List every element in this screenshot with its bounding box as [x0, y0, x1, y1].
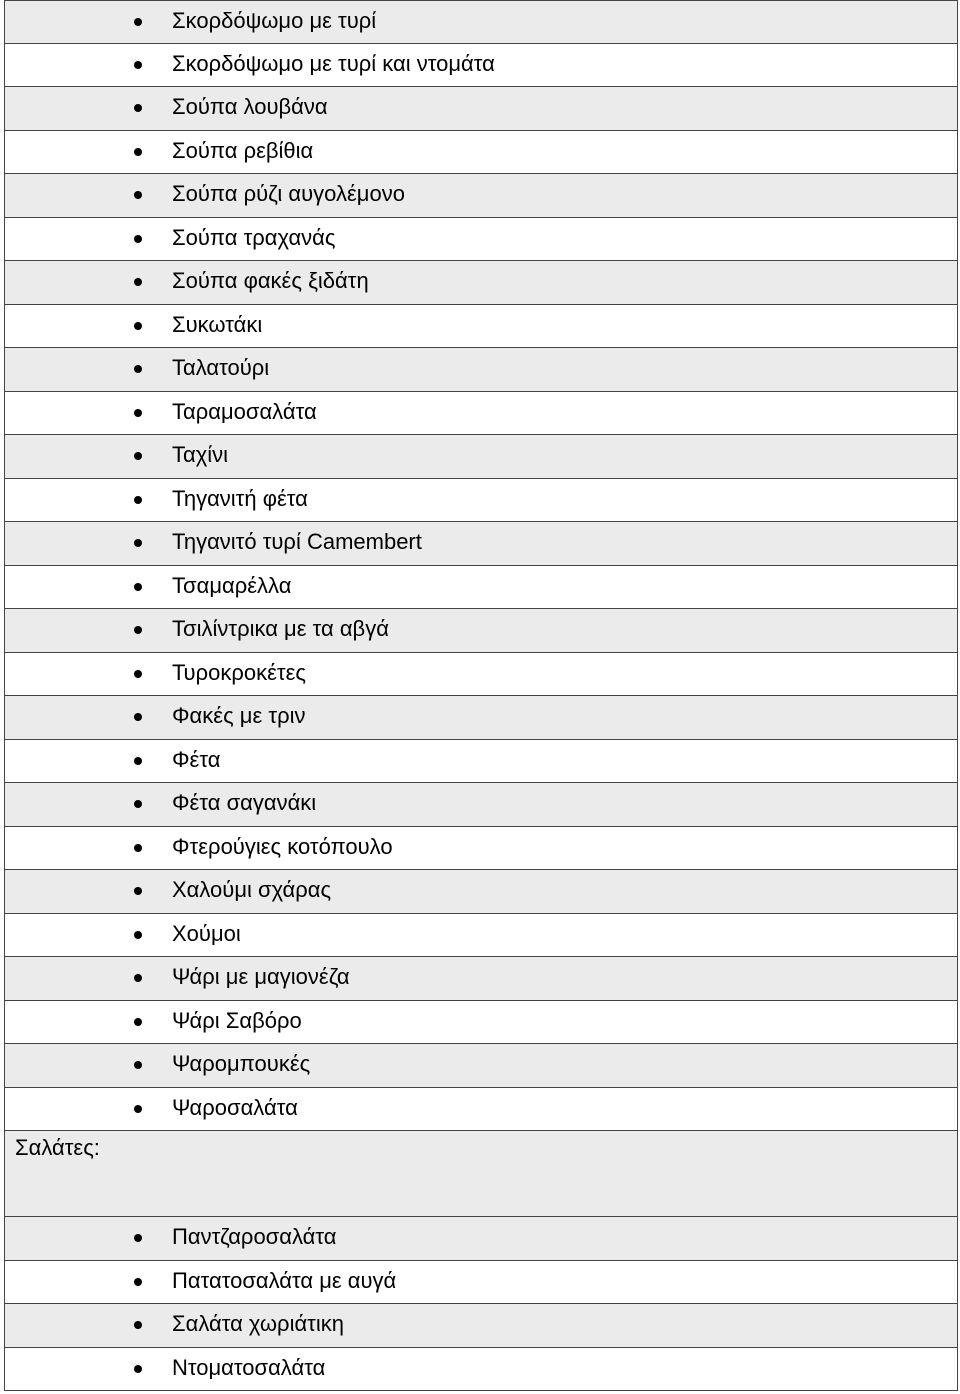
list-item-label: Ψαρομπουκές	[172, 1051, 311, 1076]
list-item	[4, 1001, 958, 1045]
list-item	[4, 914, 958, 958]
bullet-icon	[134, 1234, 142, 1242]
bullet-icon	[134, 974, 142, 982]
list-item	[4, 261, 958, 305]
list-item-label: Σκορδόψωμο με τυρί και ντομάτα	[172, 50, 495, 76]
bullet-icon	[134, 322, 142, 330]
list-item	[4, 392, 958, 436]
bullet-icon	[134, 1105, 142, 1113]
list-item	[4, 174, 958, 218]
list-item-label: Φέτα	[172, 746, 221, 772]
bullet-icon	[134, 1365, 142, 1373]
bullet-icon	[134, 1018, 142, 1026]
list-item	[4, 1261, 958, 1305]
list-item	[4, 479, 958, 523]
list-item-label: Σούπα λουβάνα	[172, 94, 328, 119]
list-item-label: Χαλούμι σχάρας	[172, 877, 332, 902]
menu-list-top	[4, 0, 958, 1131]
list-item-label: Τσιλίντρικα με τα αβγά	[172, 616, 389, 641]
list-item-label: Συκωτάκι	[172, 311, 263, 337]
bullet-icon	[134, 191, 142, 199]
bullet-icon	[134, 887, 142, 895]
list-item-label: Σούπα τραχανάς	[172, 224, 336, 250]
list-item	[4, 522, 958, 566]
bullet-icon	[134, 539, 142, 547]
bullet-icon	[134, 148, 142, 156]
bullet-icon	[134, 409, 142, 417]
list-item	[4, 435, 958, 479]
bullet-icon	[134, 626, 142, 634]
list-item	[4, 0, 958, 44]
bullet-icon	[134, 1278, 142, 1286]
list-item-label: Τηγανιτό τυρί Camembert	[172, 529, 422, 554]
bullet-icon	[134, 18, 142, 26]
bullet-icon	[134, 452, 142, 460]
bullet-icon	[134, 800, 142, 808]
list-item-label: Σαλάτα χωριάτικη	[172, 1311, 344, 1336]
list-item-label: Παντζαροσαλάτα	[172, 1224, 337, 1249]
list-item-label: Ταραμοσαλάτα	[172, 398, 317, 424]
menu-list-salads	[4, 1217, 958, 1391]
bullet-icon	[134, 757, 142, 765]
list-item-label: Σούπα ρεβίθια	[172, 137, 314, 163]
list-item-label: Ψάρι με μαγιονέζα	[172, 964, 350, 989]
list-item-label: Ταλατούρι	[172, 355, 270, 380]
bullet-icon	[134, 670, 142, 678]
list-item	[4, 1304, 958, 1348]
list-item-label: Σκορδόψωμο με τυρί	[172, 8, 377, 33]
list-item	[4, 827, 958, 871]
list-item-label: Πατατοσαλάτα με αυγά	[172, 1267, 397, 1293]
list-item-label: Τηγανιτή φέτα	[172, 485, 308, 511]
bullet-icon	[134, 278, 142, 286]
menu-document	[4, 0, 958, 1391]
bullet-icon	[134, 844, 142, 852]
list-item-label: Ταχίνι	[172, 442, 229, 467]
list-item-label: Ψάρι Σαβόρο	[172, 1007, 302, 1033]
list-item	[4, 218, 958, 262]
list-item	[4, 1088, 958, 1132]
list-item	[4, 566, 958, 610]
list-item-label: Τυροκροκέτες	[172, 659, 306, 685]
salads-section-row	[4, 1131, 958, 1217]
list-item-label: Ψαροσαλάτα	[172, 1094, 298, 1120]
bullet-icon	[134, 1321, 142, 1329]
list-item	[4, 131, 958, 175]
list-item-label: Φτερούγιες κοτόπουλο	[172, 833, 393, 859]
list-item	[4, 740, 958, 784]
list-item-label: Φακές με τριν	[172, 703, 306, 728]
list-item	[4, 783, 958, 827]
bullet-icon	[134, 931, 142, 939]
bullet-icon	[134, 61, 142, 69]
bullet-icon	[134, 496, 142, 504]
bullet-icon	[134, 235, 142, 243]
list-item-label: Σούπα φακές ξιδάτη	[172, 268, 369, 293]
list-item	[4, 305, 958, 349]
list-item-label: Φέτα σαγανάκι	[172, 790, 317, 815]
list-item	[4, 957, 958, 1001]
list-item	[4, 44, 958, 88]
list-item	[4, 87, 958, 131]
bullet-icon	[134, 1061, 142, 1069]
list-item	[4, 1044, 958, 1088]
list-item-label: Σούπα ρύζι αυγολέμονο	[172, 181, 405, 206]
list-item	[4, 870, 958, 914]
list-item	[4, 653, 958, 697]
list-item-label: Χούμοι	[172, 920, 241, 946]
salads-section-label: Σαλάτες:	[15, 1135, 100, 1160]
list-item	[4, 609, 958, 653]
list-item-label: Ντοματοσαλάτα	[172, 1354, 326, 1380]
list-item-label: Τσαμαρέλλα	[172, 572, 292, 598]
bullet-icon	[134, 583, 142, 591]
bullet-icon	[134, 365, 142, 373]
list-item	[4, 696, 958, 740]
bullet-icon	[134, 713, 142, 721]
list-item	[4, 348, 958, 392]
list-item	[4, 1348, 958, 1392]
list-item	[4, 1217, 958, 1261]
bullet-icon	[134, 104, 142, 112]
